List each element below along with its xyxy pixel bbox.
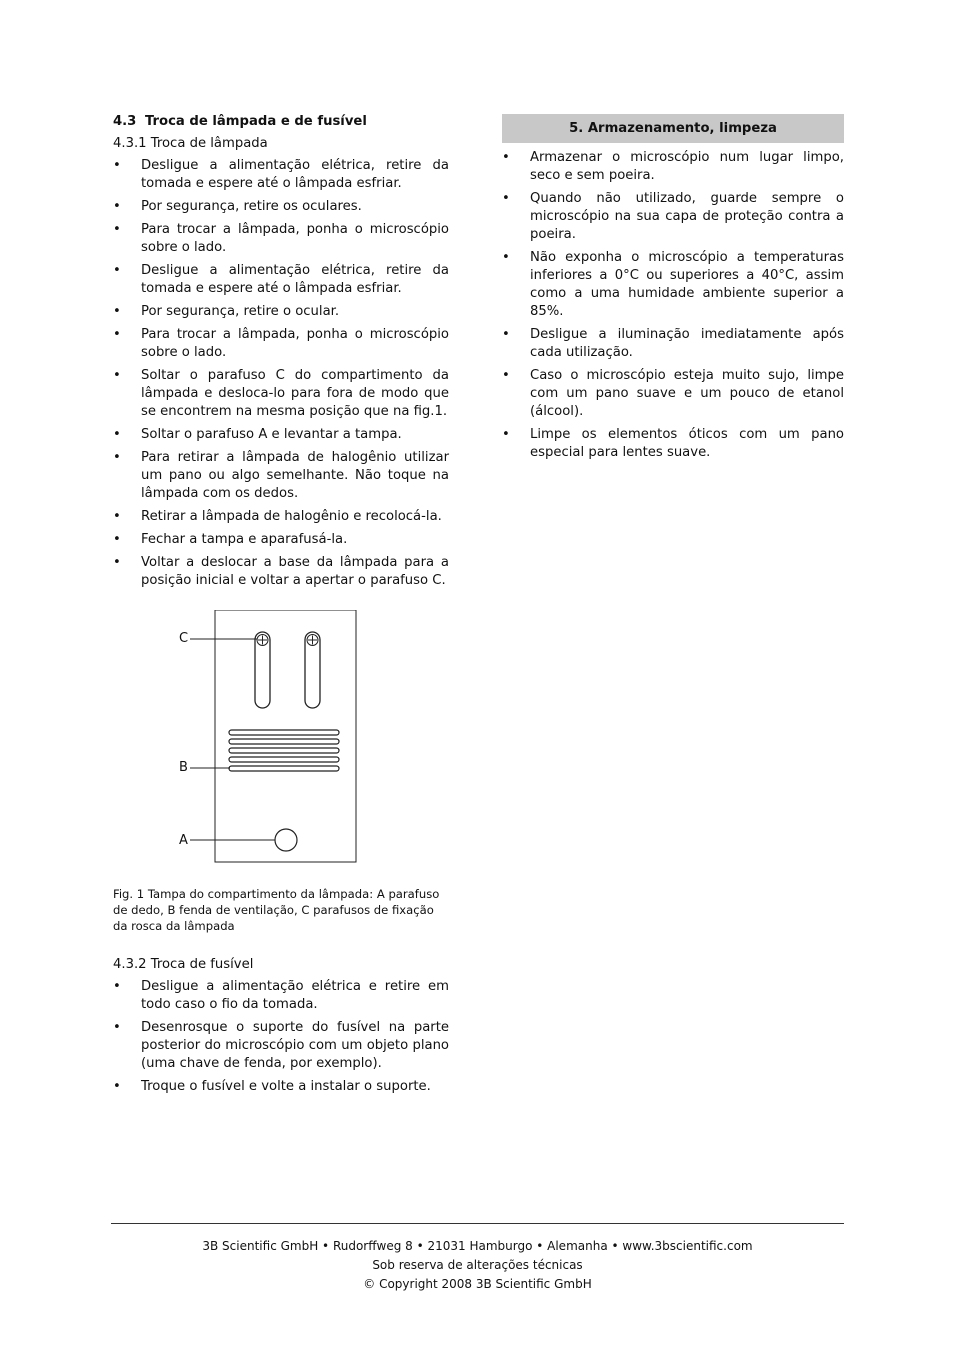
list-item: • Voltar a deslocar a base da lâmpada para a posição inicial e voltar a apertar o parafuso C. [113,554,449,590]
list-item: • Por segurança, retire os oculares. [113,198,449,216]
list-item: • Para trocar a lâmpada, ponha o microscópio sobre o lado. [113,326,449,362]
section-number: 4.3 [113,114,137,129]
figure-label-b: B [179,760,188,775]
list-item: • Caso o microscópio esteja muito sujo, limpe com um pano suave e um pouco de etanol (álcool). [502,367,844,421]
footer-notice: Sob reserva de alterações técnicas [372,1258,583,1272]
list-item: • Retirar a lâmpada de halogênio e recolocá-la. [113,508,449,526]
list-item: • Desligue a alimentação elétrica, retire da tomada e espere até o lâmpada esfriar. [113,157,449,193]
section-heading-storage: 5. Armazenamento, limpeza [502,114,844,143]
list-item: • Desligue a alimentação elétrica e retire em todo caso o fio da tomada. [113,978,449,1014]
list-item: • Desligue a alimentação elétrica, retire da tomada e espere até o lâmpada esfriar. [113,262,449,298]
list-item: • Desligue a iluminação imediatamente após cada utilização. [502,326,844,362]
list-item: • Desenrosque o suporte do fusível na parte posterior do microscópio com um objeto plano (uma chave de fenda, por exemplo). [113,1019,449,1073]
figure-label-a: A [179,833,188,848]
lamp-steps-list [113,157,449,590]
list-item: • Quando não utilizado, guarde sempre o microscópio na sua capa de proteção contra a poeira. [502,190,844,244]
list-item: • Não exponha o microscópio a temperaturas inferiores a 0°C ou superiores a 40°C, assim como a uma humidade ambiente superior a 85%. [502,249,844,321]
left-column [113,113,449,1101]
footer-copyright: © Copyright 2008 3B Scientific GmbH [363,1277,592,1291]
page-footer [111,1237,844,1294]
subsection-heading-fuse: 4.3.2 Troca de fusível [113,957,254,972]
list-item: • Limpe os elementos óticos com um pano especial para lentes suave. [502,426,844,462]
list-item: • Para trocar a lâmpada, ponha o microscópio sobre o lado. [113,221,449,257]
lamp-cover-diagram [113,610,449,878]
section-title: Troca de lâmpada e de fusível [145,114,367,129]
fuse-steps-list [113,978,449,1096]
figure-label-c: C [179,631,189,646]
footer-address: 3B Scientific GmbH • Rudorffweg 8 • 21031 Hamburgo • Alemanha • www.3bscientific.com [202,1239,753,1253]
list-item: • Fechar a tampa e aparafusá-la. [113,531,449,549]
list-item: • Armazenar o microscópio num lugar limpo, seco e sem poeira. [502,149,844,185]
list-item: • Para retirar a lâmpada de halogênio utilizar um pano ou algo semelhante. Não toque na lâmpada com os dedos. [113,449,449,503]
list-item: • Soltar o parafuso C do compartimento da lâmpada e desloca-lo para fora de modo que se encontrem na mesma posição que na fig.1. [113,367,449,421]
lamp-cover-figure [113,610,449,878]
section-heading-4-3 [113,113,449,131]
list-item: • Por segurança, retire o ocular. [113,303,449,321]
list-item: • Troque o fusível e volte a instalar o suporte. [113,1078,449,1096]
right-column [502,114,844,467]
subsection-heading-lamp: 4.3.1 Troca de lâmpada [113,136,268,151]
footer-divider [111,1223,844,1224]
figure-caption: Fig. 1 Tampa do compartimento da lâmpada: A parafuso de dedo, B fenda de ventilação, C parafusos de fixação da rosca da lâmpada [113,887,440,933]
storage-list [502,149,844,462]
list-item: • Soltar o parafuso A e levantar a tampa. [113,426,449,444]
